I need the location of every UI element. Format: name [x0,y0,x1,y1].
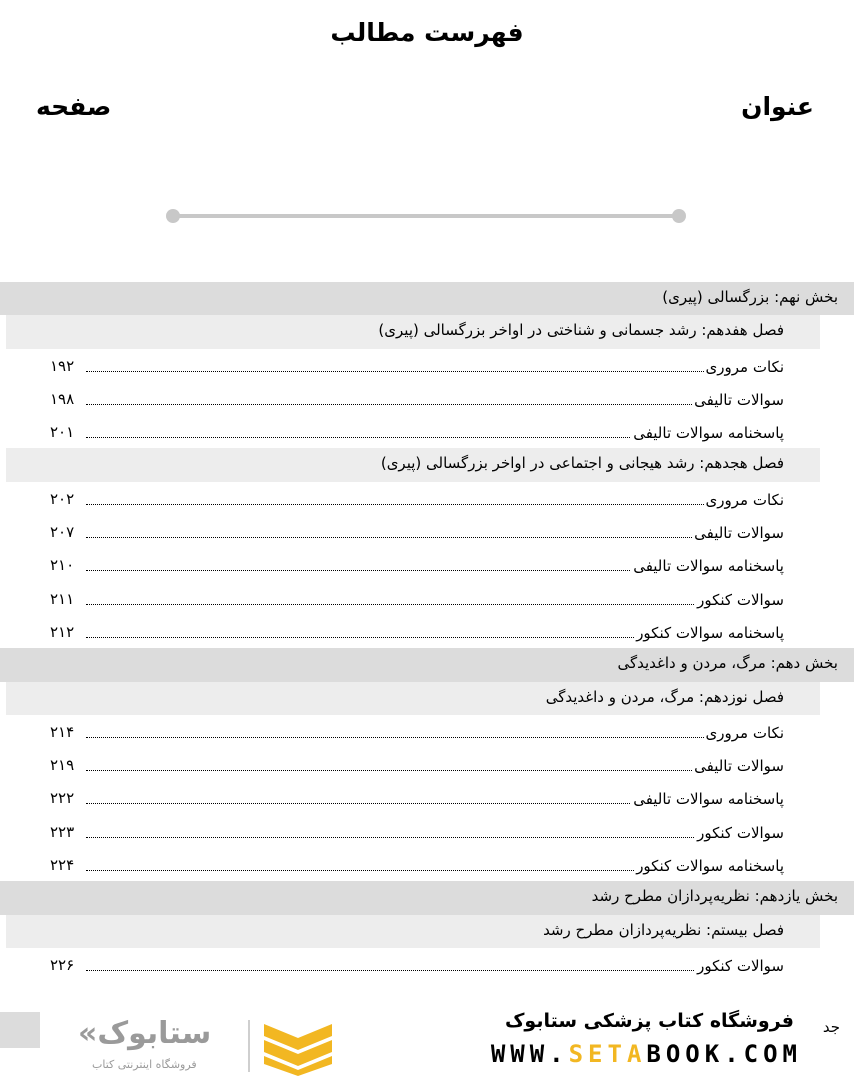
toc-entry[interactable] [0,948,854,981]
divider-dot-right [672,209,686,223]
toc-entry-page: ۱۹۸ [50,389,75,408]
toc-part-label: بخش یازدهم: نظریه‌پردازان مطرح رشد [591,887,838,906]
page-title: فهرست مطالب [330,18,524,47]
toc-chapter-label: فصل هجدهم: رشد هیجانی و اجتماعی در اواخر بزرگسالی (پیری) [380,454,784,473]
table-of-contents [0,282,854,981]
dot-leader [86,737,784,738]
toc-entry[interactable] [0,748,854,781]
toc-entry-label: سوالات کنکور [697,956,784,975]
toc-entry-page: ۲۱۲ [50,622,75,641]
footer-cut-text: جد [822,1018,840,1036]
toc-chapter-label: فصل هفدهم: رشد جسمانی و شناختی در اواخر بزرگسالی (پیری) [378,321,784,340]
toc-chapter-label: فصل بیستم: نظریه‌پردازان مطرح رشد [543,920,784,939]
books-logo-icon [258,1016,338,1076]
toc-entry[interactable] [0,349,854,382]
url-suffix: BOOK.COM [646,1040,802,1068]
toc-entry-page: ۲۱۴ [50,722,75,741]
footer-shade [0,1012,40,1048]
toc-entry[interactable] [0,515,854,548]
toc-entry[interactable] [0,848,854,881]
dot-leader [86,604,784,605]
toc-entry-page: ۲۱۱ [50,589,75,608]
logo-wordmark: «ستابوک [78,1016,212,1051]
toc-entry-label: پاسخنامه سوالات کنکور [636,857,784,876]
toc-part-9[interactable] [0,282,854,315]
toc-chapter-label: فصل نوزدهم: مرگ، مردن و داغدیدگی [545,687,784,706]
toc-part-11[interactable] [0,881,854,914]
dot-leader [86,970,784,971]
toc-part-10[interactable] [0,648,854,681]
toc-entry[interactable] [0,781,854,814]
dot-leader [86,537,784,538]
dot-leader [86,404,784,405]
toc-entry[interactable] [0,815,854,848]
toc-entry-page: ۲۰۷ [50,523,75,542]
toc-entry-label: سوالات کنکور [697,590,784,609]
header-divider [172,214,680,218]
toc-entry-label: نکات مروری [705,723,784,742]
toc-entry-page: ۱۹۲ [50,356,75,375]
toc-entry-page: ۲۱۹ [50,756,75,775]
toc-chapter-17[interactable] [6,315,820,348]
toc-entry-page: ۲۲۴ [50,856,75,875]
toc-entry-label: نکات مروری [705,490,784,509]
toc-entry[interactable] [0,382,854,415]
column-heading-page: صفحه [36,92,112,121]
toc-entry-label: سوالات تالیفی [694,390,784,409]
toc-chapter-19[interactable] [6,682,820,715]
column-heading-title: عنوان [741,92,814,121]
toc-entry-label: پاسخنامه سوالات تالیفی [633,424,784,443]
toc-entry-label: پاسخنامه سوالات کنکور [636,623,784,642]
store-url[interactable] [491,1040,802,1068]
toc-entry-label: سوالات تالیفی [694,757,784,776]
toc-entry[interactable] [0,582,854,615]
toc-entry-page: ۲۲۶ [50,955,75,974]
toc-chapter-18[interactable] [6,448,820,481]
toc-entry[interactable] [0,415,854,448]
toc-entry-label: سوالات تالیفی [694,524,784,543]
toc-entry-page: ۲۰۲ [50,489,75,508]
dot-leader [86,504,784,505]
toc-entry-page: ۲۲۲ [50,789,75,808]
logo-tagline: فروشگاه اینترنتی کتاب [92,1058,197,1071]
dot-leader [86,837,784,838]
toc-entry[interactable] [0,615,854,648]
toc-entry-label: پاسخنامه سوالات تالیفی [633,557,784,576]
toc-chapter-20[interactable] [6,915,820,948]
toc-entry-label: سوالات کنکور [697,823,784,842]
url-prefix: WWW. [490,1040,569,1068]
dot-leader [86,371,784,372]
toc-entry-page: ۲۰۱ [50,423,75,442]
toc-entry-label: پاسخنامه سوالات تالیفی [633,790,784,809]
toc-entry[interactable] [0,715,854,748]
toc-entry[interactable] [0,482,854,515]
logo-separator [248,1020,250,1072]
divider-dot-left [166,209,180,223]
toc-part-label: بخش نهم: بزرگسالی (پیری) [662,288,838,306]
toc-entry-page: ۲۲۳ [50,822,75,841]
dot-leader [86,770,784,771]
toc-part-label: بخش دهم: مرگ، مردن و داغدیدگی [617,654,838,673]
toc-entry-page: ۲۱۰ [50,556,75,575]
toc-entry-label: نکات مروری [705,357,784,376]
store-name: فروشگاه کتاب پزشکی ستابوک [504,1010,794,1032]
toc-entry[interactable] [0,548,854,581]
url-accent: SETA [568,1040,647,1068]
